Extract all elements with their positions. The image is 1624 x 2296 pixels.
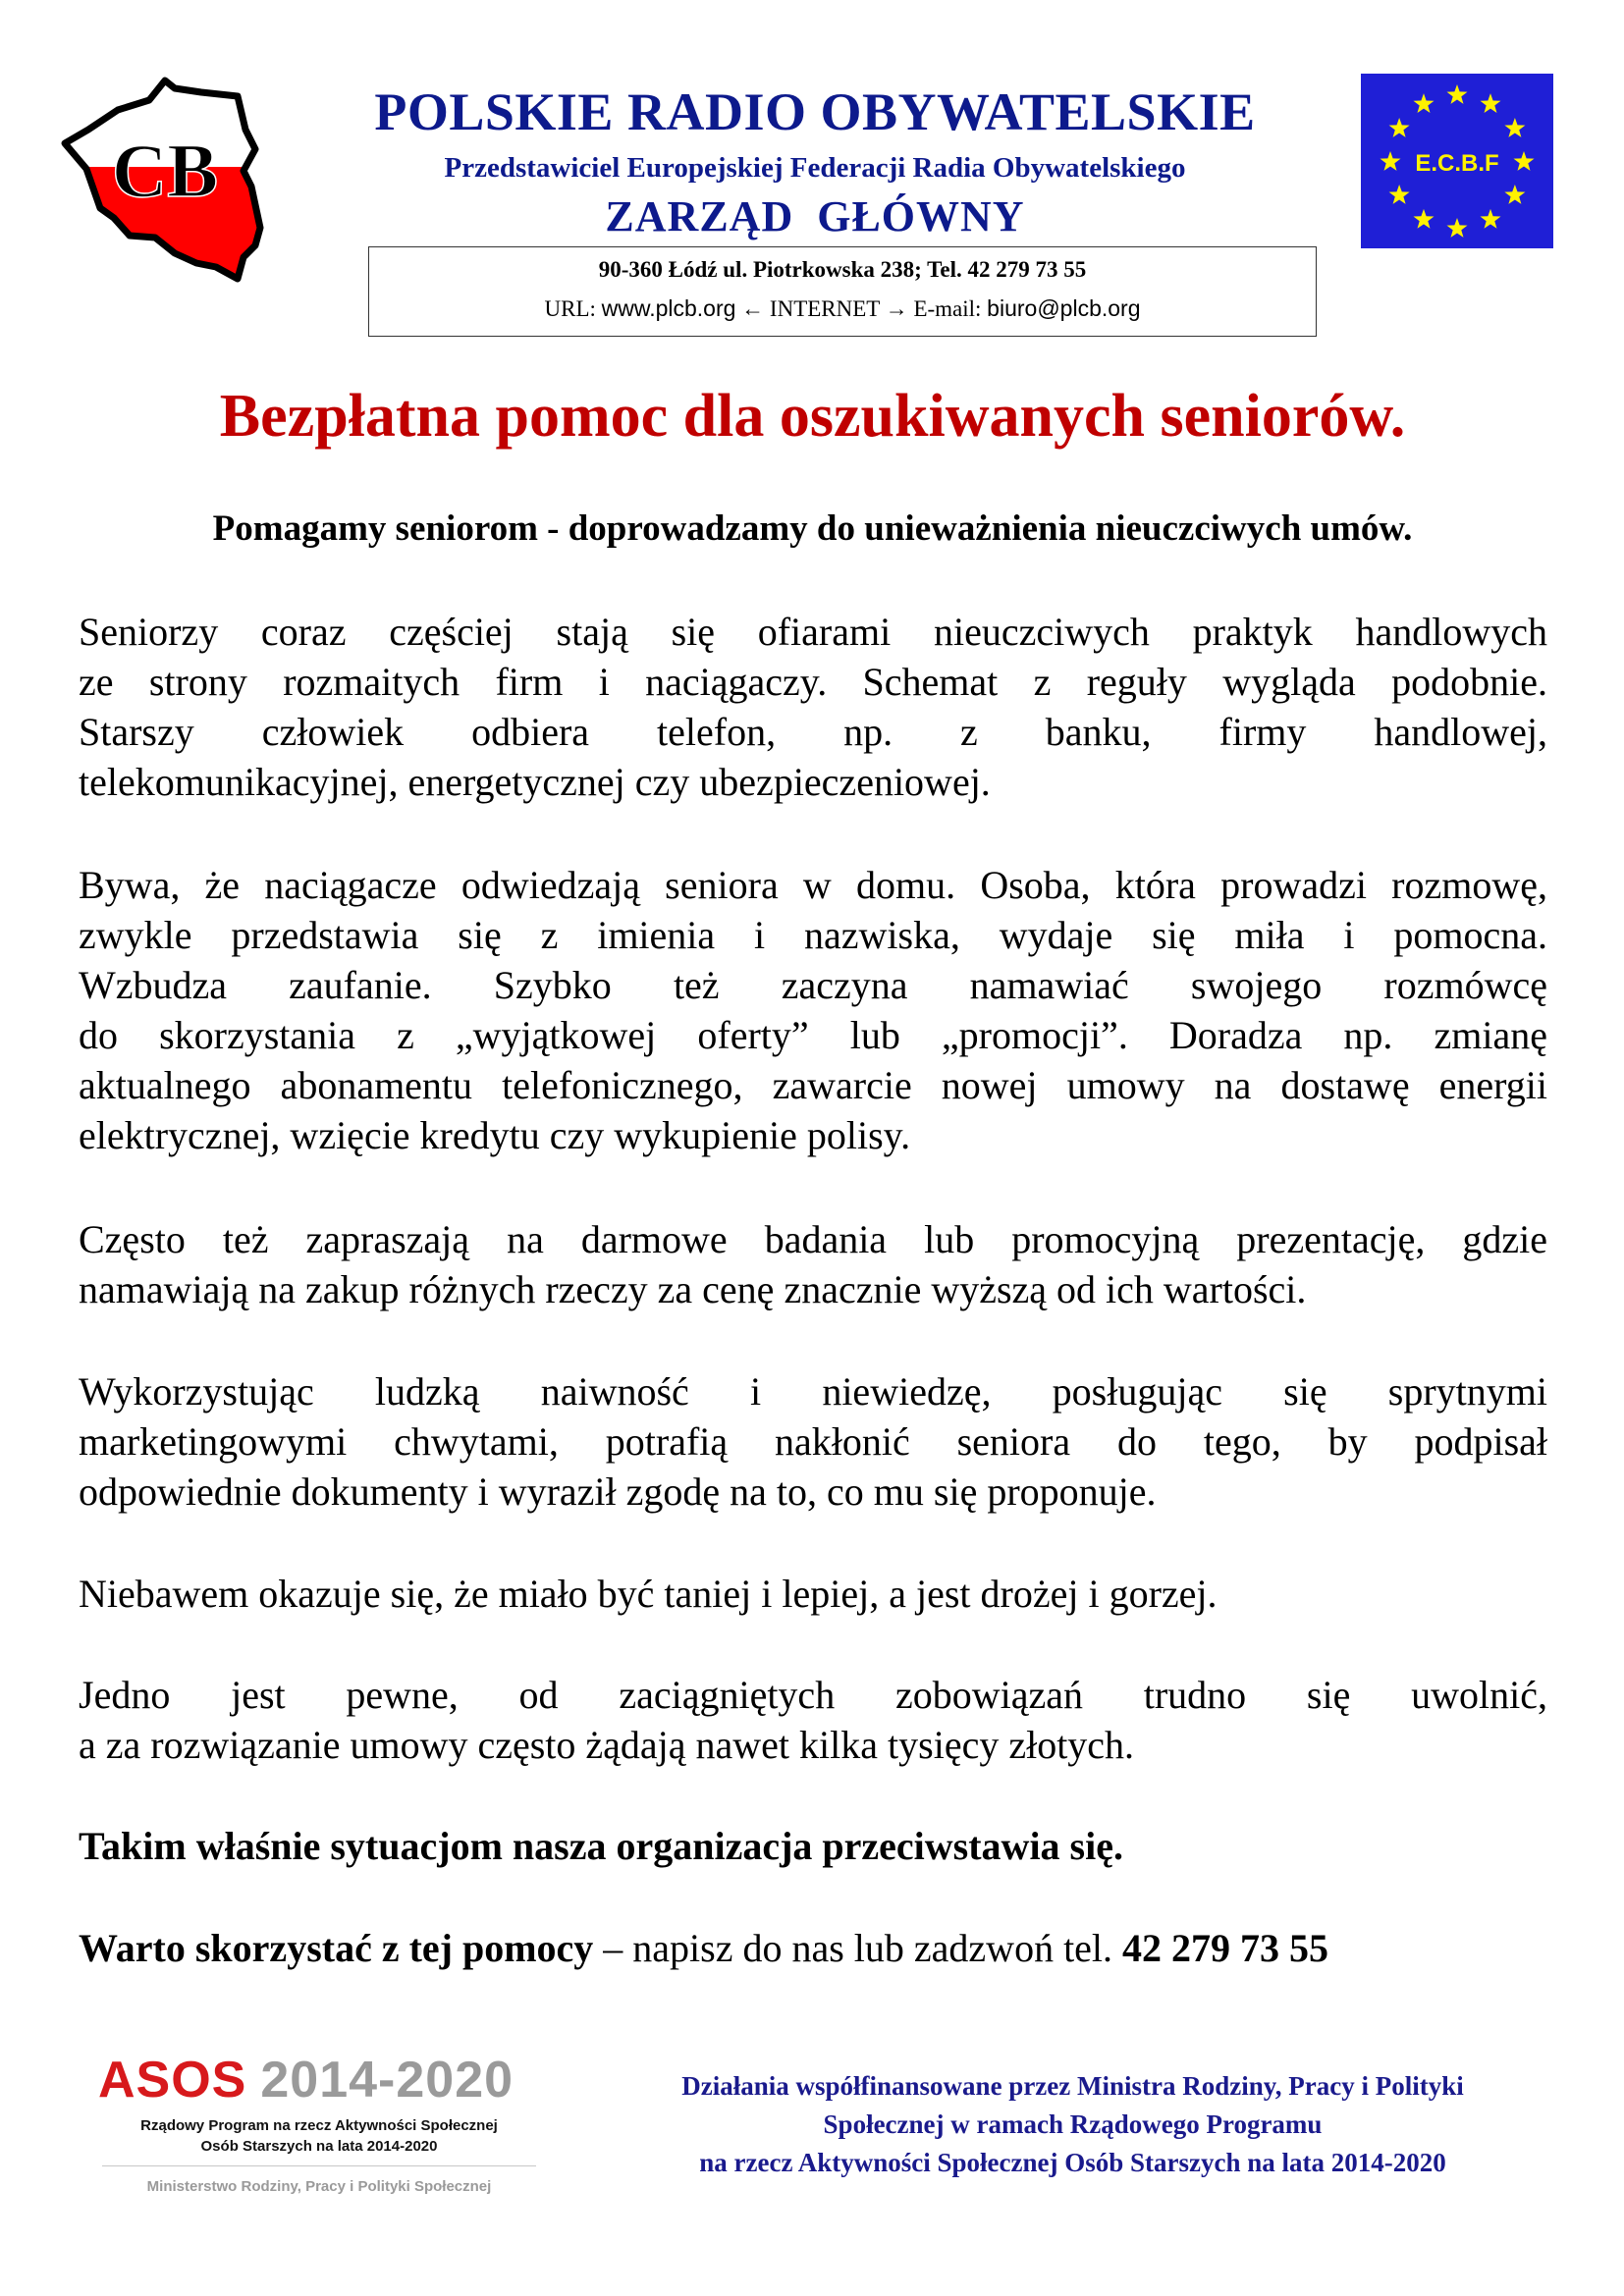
- ecbf-text: E.C.B.F: [1415, 150, 1499, 177]
- email-label: E-mail:: [913, 296, 988, 321]
- asos-program-logo: [98, 2052, 540, 2228]
- paragraph-2-line: Wzbudza zaufanie. Szybko też zaczyna namawiać swojego rozmówcę: [79, 963, 1547, 1007]
- asos-years: 2014-2020: [260, 2052, 514, 2109]
- paragraph-2-line: aktualnego abonamentu telefonicznego, zawarcie nowej umowy na dostawę energii: [79, 1063, 1547, 1107]
- cta-text: – napisz do nas lub zadzwoń tel.: [593, 1926, 1123, 1970]
- paragraph-6-line: a za rozwiązanie umowy często żądają nawet kilka tysięcy złotych.: [79, 1723, 1135, 1767]
- poland-map-icon: [59, 71, 270, 285]
- paragraph-4-line: Wykorzystując ludzką naiwność i niewiedzę, posługując się sprytnymi: [79, 1369, 1547, 1414]
- cb-poland-logo: [59, 71, 270, 285]
- paragraph-2-line: elektrycznej, wzięcie kredytu czy wykupienie polisy.: [79, 1113, 911, 1157]
- organization-name: POLSKIE RADIO OBYWATELSKIE: [374, 82, 1256, 141]
- web-contact-line: [368, 293, 1317, 325]
- asos-program-line: Rządowy Program na rzecz Aktywności Społecznej: [140, 2117, 498, 2134]
- paragraph-3-line: namawiają na zakup różnych rzeczy za cenę znacznie wyższą od ich wartości.: [79, 1267, 1307, 1311]
- paragraph-1-line: ze strony rozmaitych firm i naciągaczy. Schemat z reguły wygląda podobnie.: [79, 660, 1547, 704]
- paragraph-1-line: Starszy człowiek odbiera telefon, np. z banku, firmy handlowej,: [79, 710, 1547, 754]
- asos-divider: [102, 2165, 536, 2166]
- paragraph-5-line: Niebawem okazuje się, że miało być taniej i lepiej, a jest drożej i gorzej.: [79, 1572, 1218, 1616]
- paragraph-2-line: do skorzystania z „wyjątkowej oferty” lub „promocji”. Doradza np. zmianę: [79, 1013, 1547, 1057]
- funding-note-line: Społecznej w ramach Rządowego Programu: [823, 2109, 1323, 2139]
- ecbf-flag-logo: [1361, 74, 1553, 248]
- postal-address: 90-360 Łódź ul. Piotrkowska 238; Tel. 42 279 73 55: [598, 257, 1087, 282]
- paragraph-4-line: marketingowymi chwytami, potrafią nakłonić seniora do tego, by podpisał: [79, 1419, 1547, 1464]
- funding-note-line: na rzecz Aktywności Społecznej Osób Starszych na lata 2014-2020: [699, 2148, 1446, 2177]
- asos-ministry: Ministerstwo Rodziny, Pracy i Polityki Społecznej: [146, 2178, 492, 2195]
- document-subtitle: Pomagamy seniorom - doprowadzamy do unieważnienia nieuczciwych umów.: [212, 508, 1413, 549]
- arrow-right-icon: →: [879, 296, 914, 321]
- paragraph-4-line: odpowiednie dokumenty i wyraził zgodę na to, co mu się proponuje.: [79, 1469, 1157, 1514]
- document-title: Bezpłatna pomoc dla oszukiwanych seniorów.: [219, 383, 1406, 450]
- paragraph-3-line: Często też zapraszają na darmowe badania lub promocyjną prezentację, gdzie: [79, 1217, 1547, 1261]
- paragraph-2-line: zwykle przedstawia się z imienia i nazwiska, wydaje się miła i pomocna.: [79, 913, 1547, 957]
- asos-heading: [98, 2052, 540, 2109]
- arrow-left-icon: ←: [735, 296, 770, 321]
- internet-label: INTERNET: [769, 296, 880, 321]
- url-label: URL:: [544, 296, 602, 321]
- cb-logo-text: CB: [111, 128, 219, 213]
- board-heading: ZARZĄD GŁÓWNY: [605, 192, 1025, 240]
- paragraph-1-line: Seniorzy coraz częściej stają się ofiarami nieuczciwych praktyk handlowych: [79, 610, 1547, 654]
- paragraph-1-line: telekomunikacyjnej, energetycznej czy ubezpieczeniowej.: [79, 760, 991, 804]
- call-to-action: [79, 1923, 1547, 1973]
- asos-wordmark: ASOS: [98, 2052, 247, 2109]
- cta-phone-number[interactable]: 42 279 73 55: [1122, 1926, 1329, 1970]
- funding-note-line: Działania współfinansowane przez Ministra Rodziny, Pracy i Polityki: [681, 2071, 1464, 2101]
- organization-statement: Takim właśnie sytuacjom nasza organizacja przeciwstawia się.: [79, 1824, 1123, 1868]
- website-link[interactable]: www.plcb.org: [601, 295, 736, 321]
- paragraph-6-line: Jedno jest pewne, od zaciągniętych zobowiązań trudno się uwolnić,: [79, 1673, 1547, 1717]
- paragraph-2-line: Bywa, że naciągacze odwiedzają seniora w domu. Osoba, która prowadzi rozmowę,: [79, 863, 1547, 907]
- cta-lead: Warto skorzystać z tej pomocy: [79, 1926, 594, 1970]
- email-link[interactable]: biuro@plcb.org: [987, 295, 1141, 321]
- asos-program-line: Osób Starszych na lata 2014-2020: [200, 2138, 438, 2155]
- eu-stars-flag-icon: [1361, 74, 1553, 248]
- organization-subtitle: Przedstawiciel Europejskiej Federacji Radia Obywatelskiego: [444, 152, 1186, 184]
